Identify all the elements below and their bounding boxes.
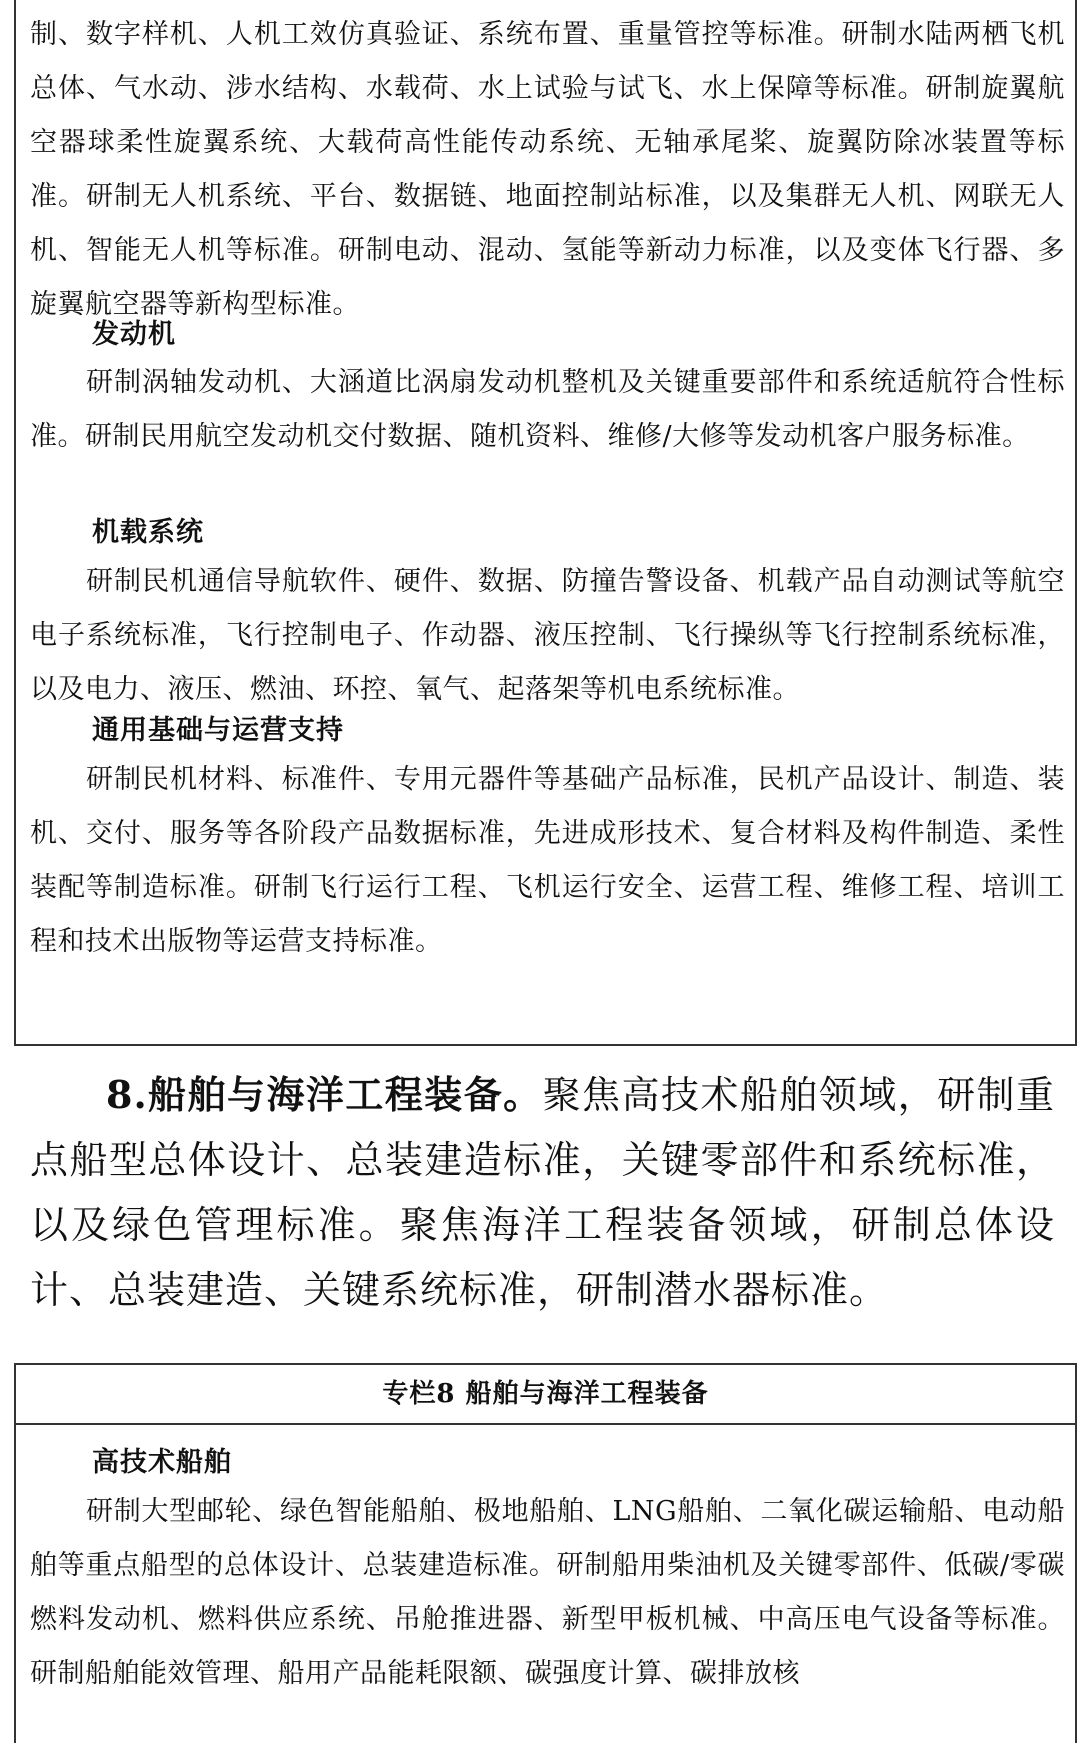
paragraph-general-support: 研制民机材料、标准件、专用元器件等基础产品标准，民机产品设计、制造、装机、交付、服务等各阶段产品数据标准，先进成形技术、复合材料及构件制造、柔性装配等制造标准。研制飞行运行工程、飞机运行安全、运营工程、维修工程、培训工程和技术出版物等运营支持标准。 <box>30 764 1065 957</box>
section-8-lead: 8.船舶与海洋工程装备。 <box>106 1072 543 1117</box>
section-8-body: 聚焦高技术船舶领域，研制重点船型总体设计、总装建造标准，关键零部件和系统标准，以及绿色管理标准。聚焦海洋工程装备领域，研制总体设计、总装建造、关键系统标准，研制潜水器标准。 <box>30 1073 1055 1312</box>
paragraph-high-tech-ships: 研制大型邮轮、绿色智能船舶、极地船舶、LNG船舶、二氧化碳运输船、电动船舶等重点船型的总体设计、总装建造标准。研制船用柴油机及关键零部件、低碳/零碳燃料发动机、燃料供应系统、吊舱推进器、新型甲板机械、中高压电气设备等标准。研制船舶能效管理、船用产品能耗限额、碳强度计算、碳排放核 <box>30 1496 1065 1689</box>
column-box-continued <box>14 0 1077 1046</box>
heading-general-support: 通用基础与运营支持 <box>92 715 344 746</box>
section-8-paragraph <box>30 1062 1055 1323</box>
box2-title: 专栏8 船舶与海洋工程装备 <box>16 1365 1075 1425</box>
heading-high-tech-ships: 高技术船舶 <box>92 1447 232 1478</box>
paragraph-engine: 研制涡轴发动机、大涵道比涡扇发动机整机及关键重要部件和系统适航符合性标准。研制民用航空发动机交付数据、随机资料、维修/大修等发动机客户服务标准。 <box>30 367 1065 452</box>
heading-engine: 发动机 <box>92 319 176 350</box>
box1-paragraph-1: 制、数字样机、人机工效仿真验证、系统布置、重量管控等标准。研制水陆两栖飞机总体、气水动、涉水结构、水载荷、水上试验与试飞、水上保障等标准。研制旋翼航空器球柔性旋翼系统、大载荷高性能传动系统、无轴承尾桨、旋翼防除冰装置等标准。研制无人机系统、平台、数据链、地面控制站标准，以及集群无人机、网联无人机、智能无人机等标准。研制电动、混动、氢能等新动力标准，以及变体飞行器、多旋翼航空器等新构型标准。 <box>30 19 1065 320</box>
column-box-8 <box>14 1363 1077 1743</box>
heading-avionics: 机载系统 <box>92 517 204 548</box>
paragraph-avionics: 研制民机通信导航软件、硬件、数据、防撞告警设备、机载产品自动测试等航空电子系统标准，飞行控制电子、作动器、液压控制、飞行操纵等飞行控制系统标准，以及电力、液压、燃油、环控、氧气、起落架等机电系统标准。 <box>30 566 1065 705</box>
